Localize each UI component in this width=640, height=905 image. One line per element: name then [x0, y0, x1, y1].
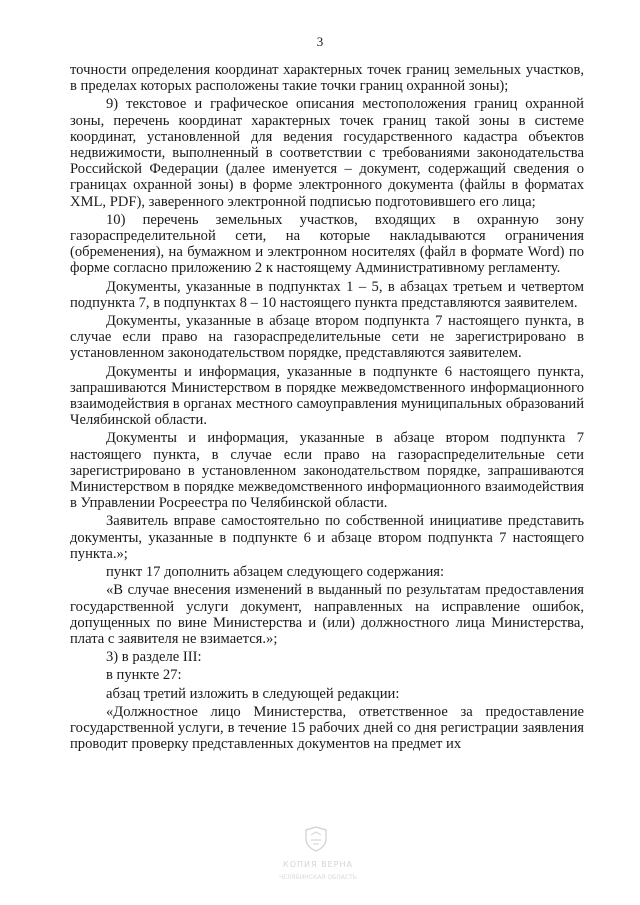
- paragraph: 10) перечень земельных участков, входящих в охранную зону газораспределительной сети, на которые накладываются ограничения (обременения), на бумажном и электронном носителях (файл в формате Word) по форме согласно приложению 2 к настоящему Административному регламенту.: [70, 211, 584, 277]
- document-body: [70, 62, 584, 754]
- paragraph: 9) текстовое и графическое описания местоположения границ охранной зоны, перечень координат характерных точек границ такой зоны в системе координат, установленной для ведения государственного кадастра объектов недвижимости, выполненный в соответствии с требованиями законодательства Российской Федерации (далее именуется – документ, содержащий сведения о границах охранной зоны) в форме электронного документа (файлы в форматах XML, PDF), заверенного электронной подписью подготовившего его лица;: [70, 96, 584, 210]
- paragraph: Заявитель вправе самостоятельно по собственной инициативе представить документы, указанные в подпункте 6 и абзаце втором подпункта 7 настоящего пункта.»;: [70, 513, 584, 562]
- paragraph: в пункте 27:: [106, 667, 182, 684]
- paragraph: Документы, указанные в подпунктах 1 – 5, в абзацах третьем и четвертом подпункта 7, в подпунктах 8 – 10 настоящего пункта представляются заявителем.: [70, 278, 584, 311]
- seal-subtext: ЧЕЛЯБИНСКАЯ ОБЛАСТЬ: [279, 874, 357, 881]
- paragraph: пункт 17 дополнить абзацем следующего содержания:: [106, 564, 445, 581]
- paragraph: Документы и информация, указанные в подпункте 6 настоящего пункта, запрашиваются Министерством в порядке межведомственного информационного взаимодействия в органах местного самоуправления муниципальных образований Челябинской области.: [70, 363, 584, 429]
- seal-text: КОПИЯ ВЕРНА: [283, 860, 353, 869]
- coat-of-arms-icon: [302, 826, 330, 852]
- paragraph: 3) в разделе III:: [106, 649, 202, 666]
- paragraph: Документы, указанные в абзаце втором подпункта 7 настоящего пункта, в случае если право на газораспределительные сети не зарегистрировано в установленном законодательством порядке, представляются заявителем.: [70, 313, 584, 362]
- paragraph: Документы и информация, указанные в абзаце втором подпункта 7 настоящего пункта, в случае если право на газораспределительные сети зарегистрировано в установленном законодательством порядке, запрашиваются Министерством в порядке межведомственного информационного взаимодействия в Управлении Росреестра по Челябинской области.: [70, 430, 584, 512]
- paragraph: «Должностное лицо Министерства, ответственное за предоставление государственной услуги, в течение 15 рабочих дней со дня регистрации заявления проводит проверку представленных документов на предмет их: [70, 703, 584, 753]
- paragraph: абзац третий изложить в следующей редакции:: [106, 685, 400, 702]
- watermark-seal: [268, 826, 368, 886]
- paragraph: «В случае внесения изменений в выданный по результатам предоставления государственной услуги документ, направленных на исправление ошибок, допущенных по вине Министерства и (или) должностного лица Министерства, плата с заявителя не взимается.»;: [70, 582, 584, 647]
- page-number: 3: [316, 34, 324, 49]
- paragraph: точности определения координат характерных точек границ земельных участков, в пределах которых расположены такие точки границ охранной зоны);: [70, 62, 584, 95]
